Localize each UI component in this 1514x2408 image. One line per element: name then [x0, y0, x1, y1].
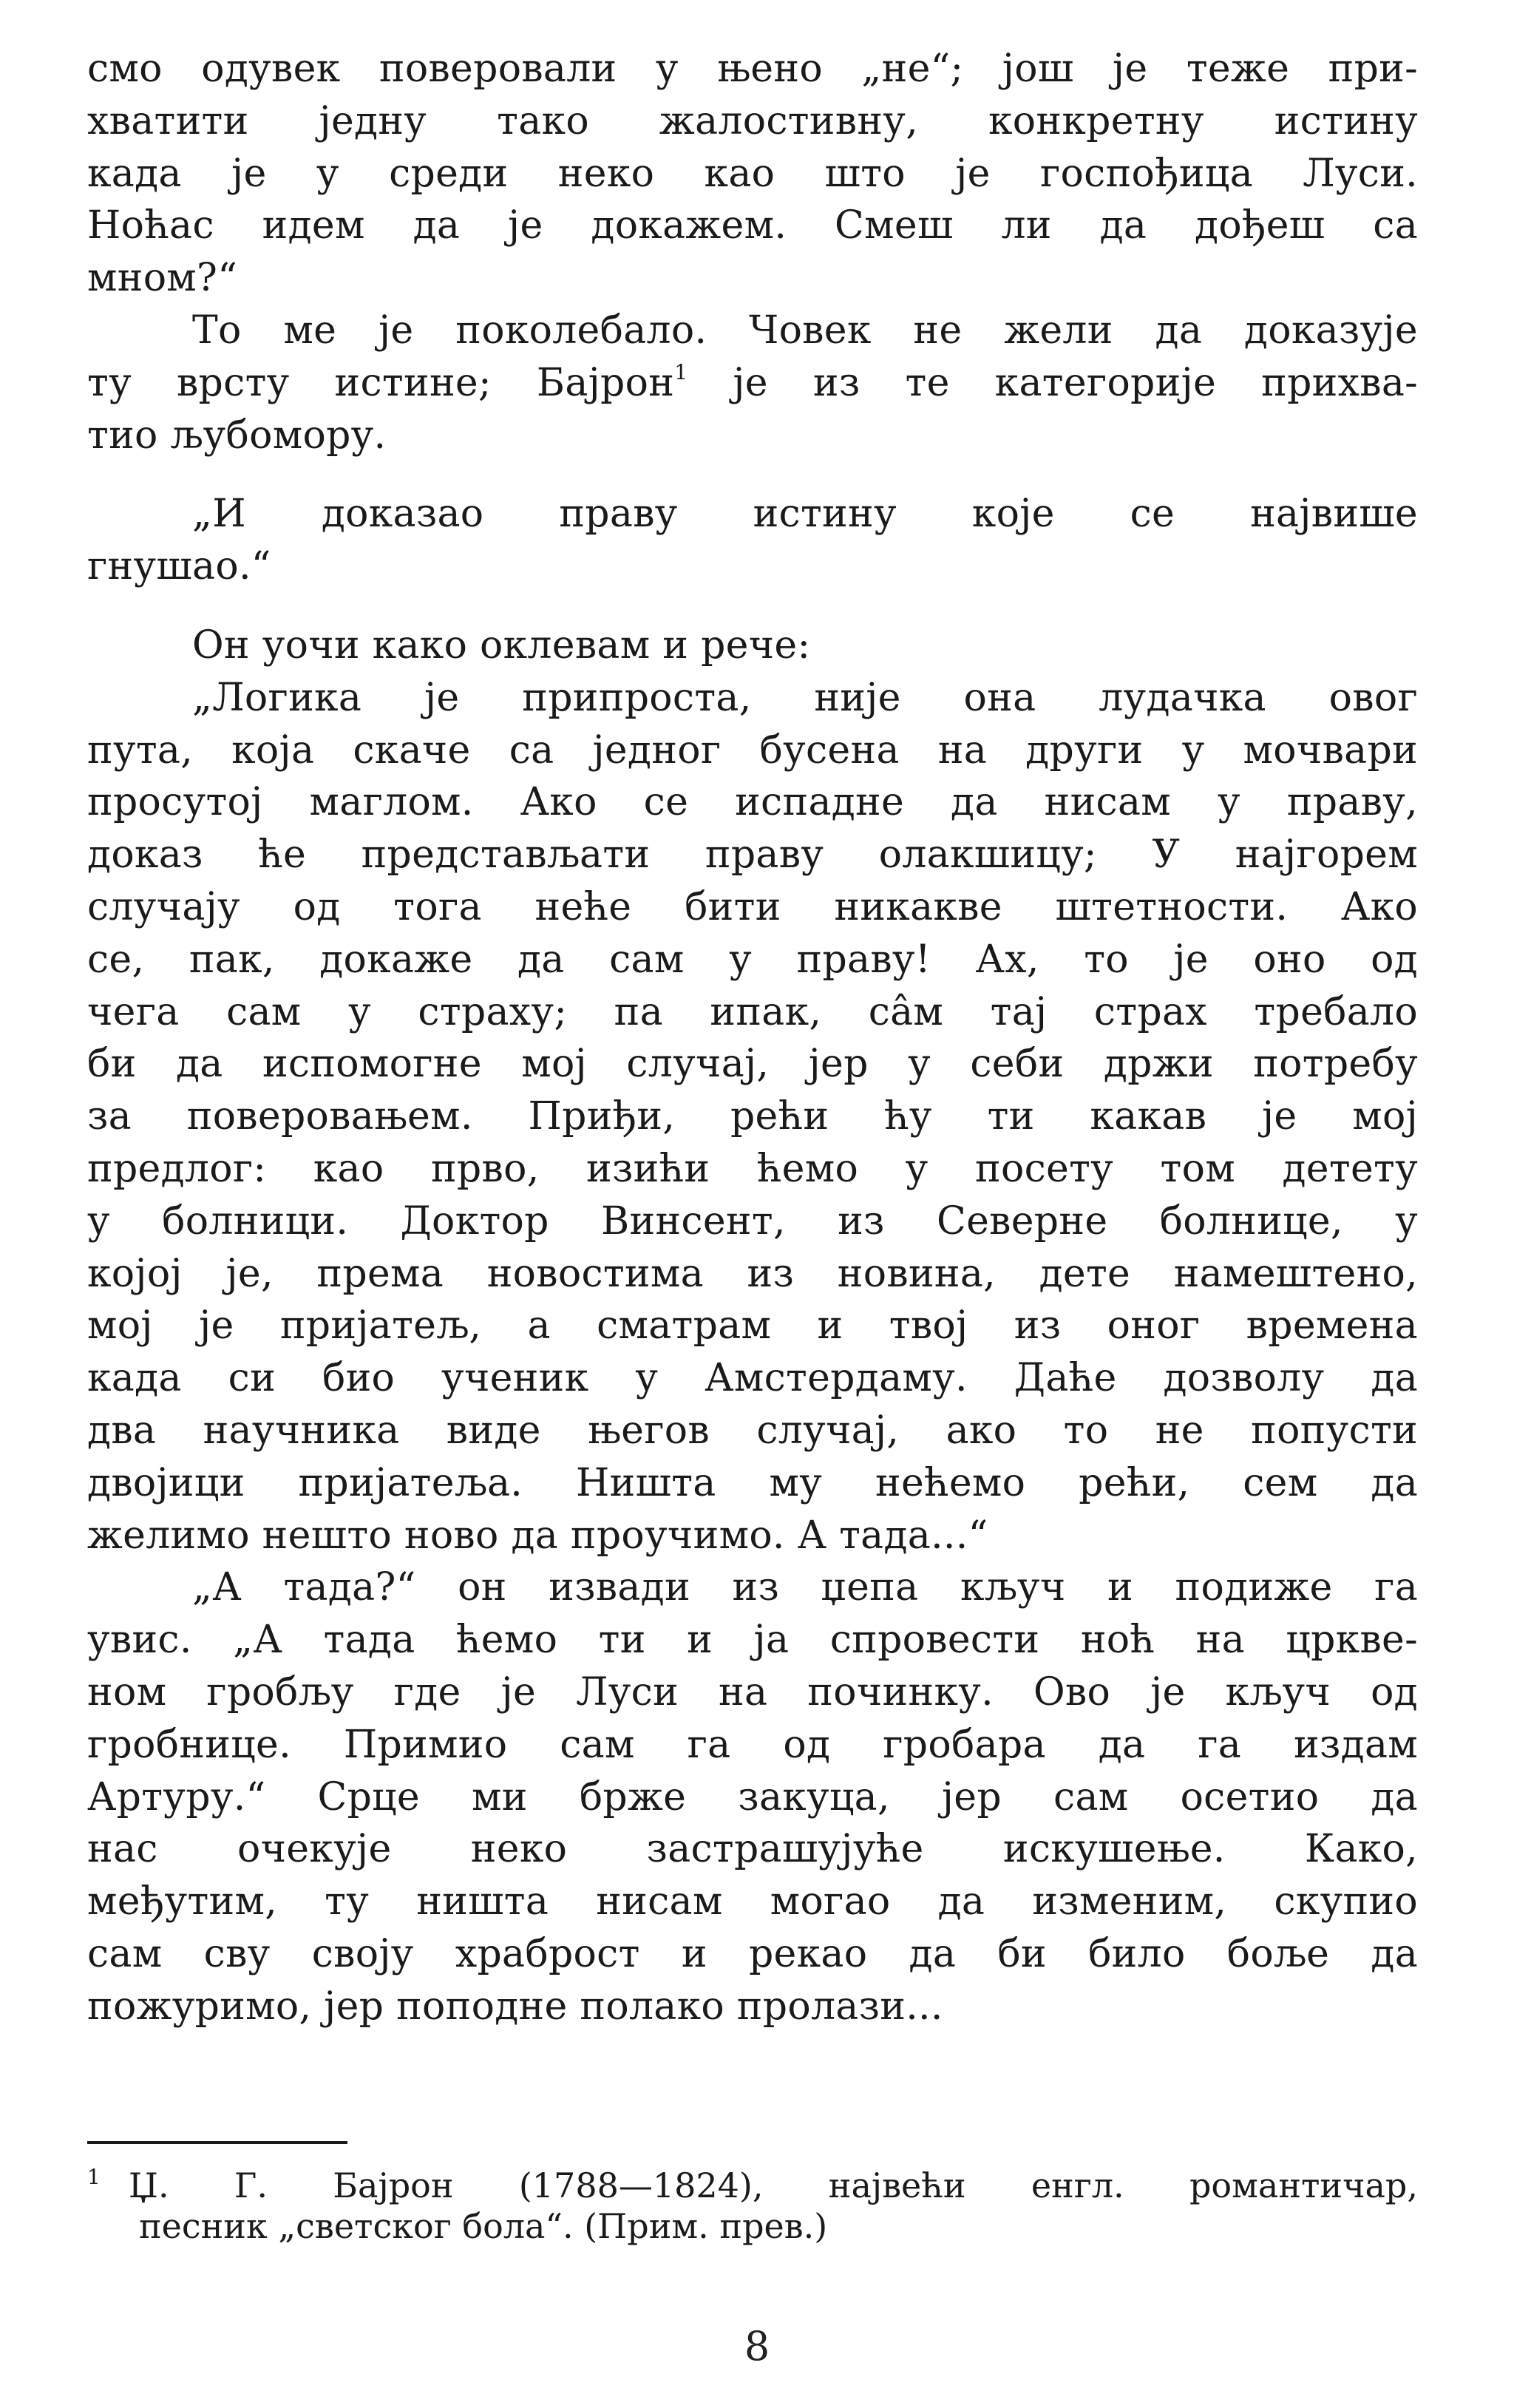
- text-line: би да испомогне мој случај, јер у себи држи потребу: [87, 1042, 1418, 1087]
- text-line: тио љубомору.: [87, 413, 387, 458]
- text-line: хватити једну тако жалостивну, конкретну истину: [87, 98, 1418, 143]
- text-segment: је из те категорије прихва-: [733, 360, 1418, 405]
- footnote-marker: 1: [87, 2165, 101, 2189]
- text-line: када је у среди неко као што је госпођица Луси.: [87, 151, 1418, 196]
- text-line: мном?“: [87, 256, 238, 301]
- text-line-with-footnote-ref: [87, 357, 1418, 410]
- text-line: ном гробљу где је Луси на починку. Ово је кључ од: [87, 1669, 1418, 1715]
- text-line: Ноћас идем да је докажем. Смеш ли да дођеш са: [87, 203, 1418, 248]
- text-line: нас очекује неко застрашујуће искушење. Како,: [87, 1827, 1418, 1872]
- text-line: „Логика је припроста, није она лудачка овог: [192, 675, 1418, 720]
- text-line: два научника виде његов случај, ако то не попусти: [87, 1408, 1418, 1453]
- footnote-line: песник „светског бола“. (Прим. прев.): [139, 2206, 828, 2246]
- text-line: просутој маглом. Ако се испадне да нисам у праву,: [87, 780, 1418, 825]
- text-line: двојици пријатеља. Ништа му нећемо рећи, сем да: [87, 1460, 1418, 1505]
- text-line: предлог: као прво, изићи ћемо у посету том детету: [87, 1146, 1418, 1191]
- text-line: којој је, према новостима из новина, дете намештено,: [87, 1251, 1418, 1296]
- footnote-line: [87, 2153, 1418, 2205]
- text-line: пута, која скаче са једног бусена на други у мочвари: [87, 728, 1418, 773]
- text-line: се, пак, докаже да сам у праву! Ах, то је оно од: [87, 937, 1418, 982]
- footnote-reference: 1: [674, 359, 688, 384]
- text-line: чега сам у страху; па ипак, сâм тај страх требало: [87, 989, 1418, 1034]
- text-line: увис. „А тада ћемо ти и ја спровести ноћ на цркве-: [87, 1618, 1418, 1663]
- text-line: међутим, ту ништа нисам могао да изменим, скупио: [87, 1879, 1418, 1924]
- footnote-divider: [87, 2141, 347, 2144]
- text-line: у болници. Доктор Винсент, из Северне болнице, у: [87, 1198, 1418, 1244]
- text-line: Артуру.“ Срце ми брже закуца, јер сам осетио да: [87, 1774, 1418, 1819]
- paragraph-gap: [87, 461, 1418, 488]
- text-line: „И доказао праву истину које се највише: [192, 492, 1418, 537]
- text-line: гробнице. Примио сам га од гробара да га издам: [87, 1722, 1418, 1767]
- text-line: мој је пријатељ, а сматрам и твој из оног времена: [87, 1303, 1418, 1349]
- page-body: [87, 43, 1418, 2032]
- text-line: „А тада?“ он извади из џепа кључ и подиже га: [192, 1565, 1418, 1610]
- paragraph-gap: [87, 593, 1418, 620]
- text-line: смо одувек поверовали у њено „не“; још је теже при-: [87, 47, 1418, 91]
- text-line: за поверовањем. Приђи, рећи ћу ти какав је мој: [87, 1094, 1418, 1139]
- text-line: доказ ће представљати праву олакшицу; У најгорем: [87, 832, 1418, 878]
- text-line: сам сву своју храброст и рекао да би било боље да: [87, 1931, 1418, 1976]
- text-line: Он уочи како оклевам и рече:: [192, 623, 811, 668]
- text-segment: ту врсту истине; Бајрон: [87, 360, 675, 405]
- text-line: То ме је поколебало. Човек не жели да доказује: [192, 308, 1418, 353]
- text-line: када си био ученик у Амстердаму. Даће дозволу да: [87, 1356, 1418, 1401]
- text-line: случају од тога неће бити никакве штетности. Ако: [87, 884, 1418, 929]
- text-line: гнушао.“: [87, 544, 271, 589]
- page-number: 8: [744, 2323, 770, 2370]
- footnote-text: Џ. Г. Бајрон (1788—1824), највећи енгл. романтичар,: [128, 2165, 1418, 2205]
- text-line: пожуримо, јер поподне полако пролази...: [87, 1984, 943, 2029]
- text-line: желимо нешто ново да проучимо. А тада...“: [87, 1513, 988, 1558]
- footnote: [87, 2153, 1418, 2251]
